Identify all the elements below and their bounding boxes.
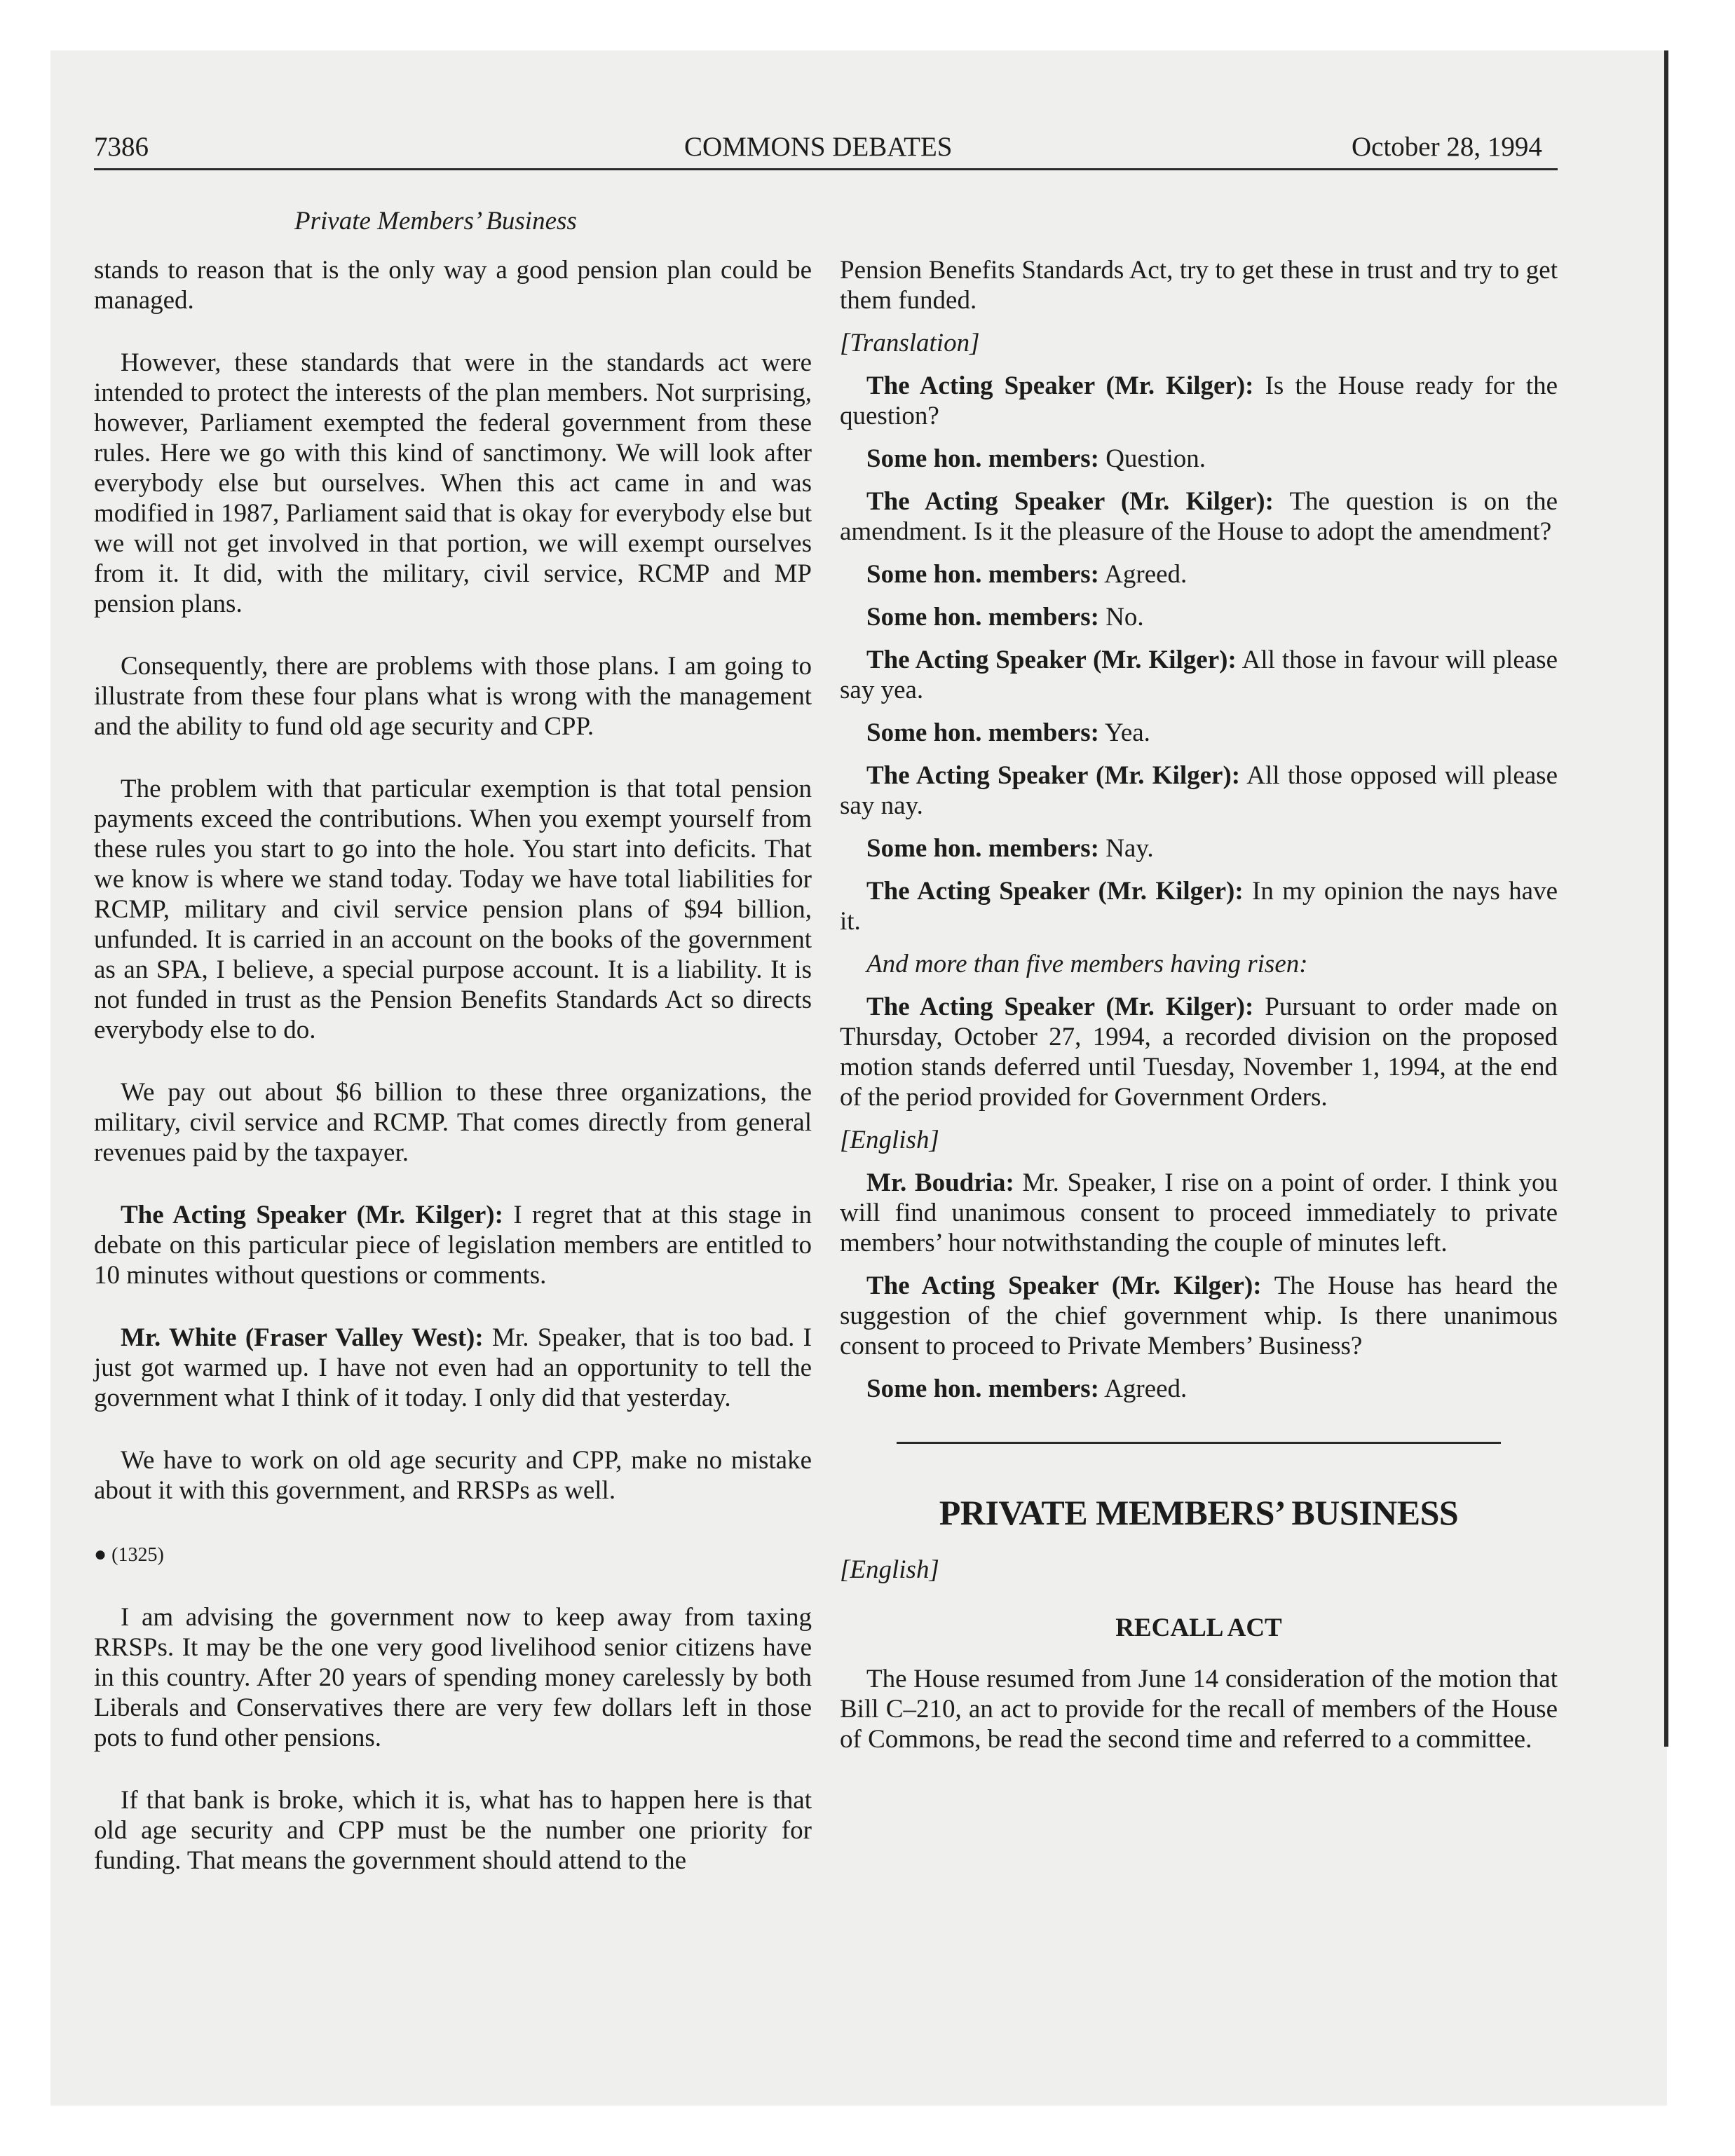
speech-paragraph [840, 645, 1558, 705]
speech-paragraph [840, 444, 1558, 474]
paragraph: If that bank is broke, which it is, what has to happen here is that old age security and CPP must be the number one priority for funding. That means the government should attend to the [94, 1786, 812, 1875]
speech-paragraph [840, 1168, 1558, 1258]
speech-text: Pursuant to order made on Thursday, October 27, 1994, a recorded division on the proposed motion stands deferred until Tuesday, November 1, 1994, at the end of the period provided for Government Orders. [840, 992, 1558, 1112]
language-tag: [Translation] [840, 329, 980, 357]
left-column [94, 255, 812, 1876]
speech-text: All those in favour will please say yea. [840, 646, 1558, 704]
speech-text: Mr. Speaker, that is too bad. I just got warmed up. I have not even had an opportunity to tell the government what I think of it today. I only did that yesterday. [94, 1323, 812, 1412]
speech-text: Nay. [1098, 834, 1154, 863]
speech-text: I regret that at this stage in debate on this particular piece of legislation members are entitled to 10 minutes without questions or comments. [94, 1201, 812, 1290]
speaker-name: Some hon. members: [866, 834, 1099, 863]
speaker-name: Some hon. members: [866, 718, 1099, 747]
speaker-name: The Acting Speaker (Mr. Kilger): [866, 646, 1237, 674]
paragraph: Pension Benefits Standards Act, try to get these in trust and try to get them funded. [840, 256, 1558, 315]
speaker-name: Some hon. members: [866, 444, 1099, 473]
speech-paragraph [840, 992, 1558, 1112]
speech-text: The House has heard the suggestion of the chief government whip. Is there unanimous consent to proceed to Private Members’ Business? [840, 1271, 1558, 1360]
paragraph: The problem with that particular exemption is that total pension payments exceed the contributions. When you exempt yourself from these rules you start to go into the hole. You start into deficits. That we know is where we stand today. Today we have total liabilities for RCMP, military and civil service pension plans of $94 billion, unfunded. It is carried in an account on the books of the government as an SPA, I believe, a special purpose account. It is a liability. It is not funded in trust as the Pension Benefits Standards Act so directs everybody else to do. [94, 775, 812, 1044]
speech-paragraph [840, 1374, 1558, 1404]
speech-paragraph [840, 760, 1558, 821]
speaker-name: Mr. White (Fraser Valley West): [121, 1323, 484, 1352]
speech-text: Is the House ready for the question? [840, 371, 1558, 430]
paragraph: stands to reason that is the only way a good pension plan could be managed. [94, 256, 812, 315]
speech-text: No. [1098, 603, 1144, 632]
right-column [840, 255, 1558, 1754]
speaker-name: The Acting Speaker (Mr. Kilger): [866, 761, 1241, 790]
publication-title: COMMONS DEBATES [684, 132, 953, 162]
speaker-name: The Acting Speaker (Mr. Kilger): [866, 487, 1274, 516]
page-edge-line [1664, 50, 1668, 1747]
section-title: PRIVATE MEMBERS’ BUSINESS [939, 1493, 1459, 1532]
bullet-icon: ● [94, 1543, 107, 1566]
speech-paragraph [840, 602, 1558, 632]
speech-paragraph [94, 1200, 812, 1290]
speaker-name: Some hon. members: [866, 603, 1099, 632]
speaker-name: Mr. Boudria: [866, 1168, 1014, 1197]
speaker-name: The Acting Speaker (Mr. Kilger): [866, 992, 1254, 1021]
paragraph: We pay out about $6 billion to these three organizations, the military, civil service and RCMP. That comes directly from general revenues paid by the taxpayer. [94, 1078, 812, 1167]
time-marker [94, 1539, 812, 1570]
header-rule [94, 168, 1558, 170]
speech-text: Mr. Speaker, I rise on a point of order. I think you will find unanimous consent to proceed immediately to private members’ hour notwithstanding the couple of minutes left. [840, 1168, 1558, 1257]
time-stamp: (1325) [111, 1544, 164, 1566]
paragraph: The House resumed from June 14 consideration of the motion that Bill C–210, an act to provide for the recall of members of the House of Commons, be read the second time and referred to a committee. [840, 1665, 1558, 1754]
paragraph: Consequently, there are problems with those plans. I am going to illustrate from these four plans what is wrong with the management and the ability to fund old age security and CPP. [94, 652, 812, 741]
speaker-name: The Acting Speaker (Mr. Kilger): [866, 371, 1254, 400]
speaker-name: The Acting Speaker (Mr. Kilger): [121, 1201, 503, 1229]
paragraph: We have to work on old age security and CPP, make no mistake about it with this government, and RRSPs as well. [94, 1446, 812, 1505]
stage-direction: And more than five members having risen: [866, 950, 1308, 978]
speech-paragraph [94, 1323, 812, 1413]
speech-text: Question. [1098, 444, 1206, 473]
speaker-name: Some hon. members: [866, 560, 1099, 589]
paragraph: However, these standards that were in the standards act were intended to protect the interests of the plan members. Not surprising, however, Parliament exempted the federal government from these rules. Here we go with this kind of sanctimony. We will look after everybody else but ourselves. When this act came in and was modified in 1987, Parliament said that is okay for everybody else but we will not get involved in that portion, we will exempt ourselves from it. It did, with the military, civil service, RCMP and MP pension plans. [94, 348, 812, 618]
speech-paragraph [840, 371, 1558, 431]
speech-text: Agreed. [1098, 560, 1188, 589]
speaker-name: The Acting Speaker (Mr. Kilger): [866, 1271, 1262, 1300]
speech-text: Yea. [1098, 718, 1150, 747]
speech-text: All those opposed will please say nay. [840, 761, 1558, 820]
speech-paragraph [840, 486, 1558, 547]
speech-text: The question is on the amendment. Is it the pleasure of the House to adopt the amendment? [840, 487, 1558, 546]
running-head: Private Members’ Business [294, 207, 577, 236]
page-number: 7386 [94, 132, 149, 162]
speech-paragraph [840, 559, 1558, 589]
speaker-name: The Acting Speaker (Mr. Kilger): [866, 877, 1244, 906]
speech-paragraph [840, 1271, 1558, 1361]
speaker-name: Some hon. members: [866, 1374, 1099, 1403]
paragraph: I am advising the government now to keep away from taxing RRSPs. It may be the one very good livelihood senior citizens have in this country. After 20 years of spending money carelessly by both Liberals and Conservatives there are very few dollars left in those pots to fund other pensions. [94, 1603, 812, 1752]
speech-paragraph [840, 876, 1558, 936]
speech-text: Agreed. [1098, 1374, 1188, 1403]
speech-paragraph [840, 833, 1558, 864]
speech-paragraph [840, 718, 1558, 748]
language-tag: [English] [840, 1126, 939, 1154]
language-tag: [English] [840, 1555, 939, 1584]
speech-text: In my opinion the nays have it. [840, 877, 1558, 936]
section-separator [897, 1442, 1501, 1444]
subsection-title: RECALL ACT [1115, 1613, 1282, 1642]
page-date: October 28, 1994 [1352, 132, 1542, 162]
